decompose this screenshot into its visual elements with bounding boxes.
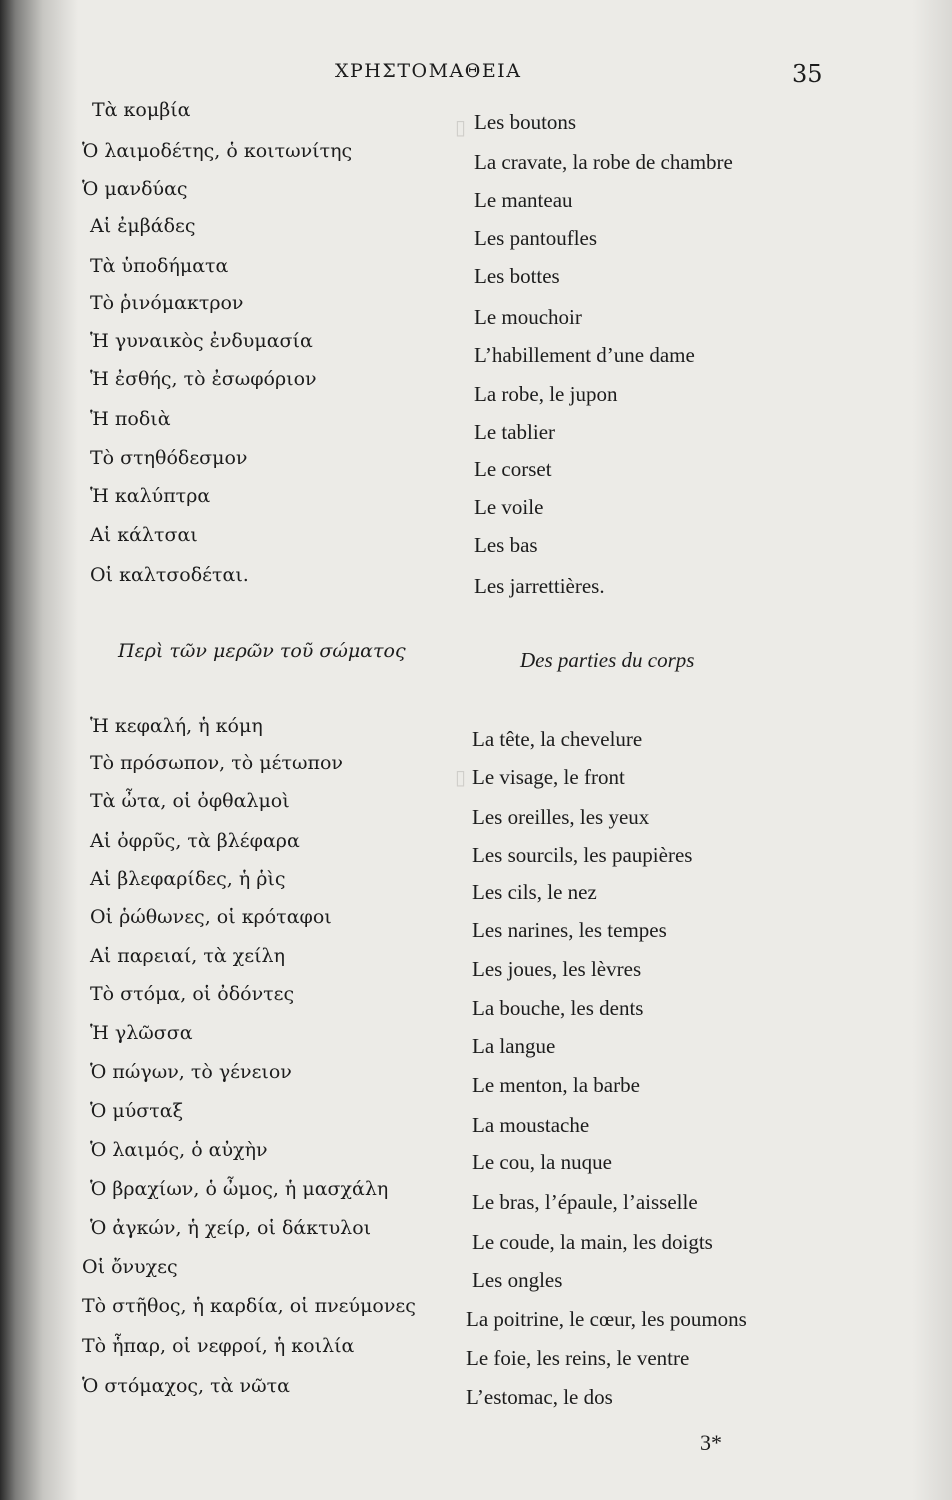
french-term: Le visage, le front <box>472 765 625 789</box>
french-term: La robe, le jupon <box>474 382 618 406</box>
greek-term: Ὁ βραχίων, ὁ ὦμος, ἡ μασχάλη <box>90 1178 389 1200</box>
french-term: Les jarrettières. <box>474 574 605 598</box>
show-through-bleed: ▯ <box>455 765 467 789</box>
french-term: Les oreilles, les yeux <box>472 805 650 829</box>
signature-mark: 3* <box>700 1430 722 1455</box>
french-term: Les bas <box>474 533 538 557</box>
greek-term: Ἡ γλῶσσα <box>90 1022 193 1044</box>
french-term: La tête, la chevelure <box>472 727 643 751</box>
greek-term: Οἱ ὄνυχες <box>82 1256 178 1278</box>
french-term: La poitrine, le cœur, les poumons <box>466 1307 747 1331</box>
french-term: Le menton, la barbe <box>472 1073 640 1097</box>
greek-term: Αἱ παρειαί, τὰ χείλη <box>90 945 285 967</box>
french-term: L’habillement d’une dame <box>474 343 695 367</box>
page-title: ΧΡΗΣΤΟΜΑΘΕΙΑ <box>335 60 522 82</box>
french-term: Le mouchoir <box>474 305 582 329</box>
greek-term: Αἱ ἐμβάδες <box>90 215 196 237</box>
french-term: L’estomac, le dos <box>466 1385 613 1409</box>
french-term: Le cou, la nuque <box>472 1150 612 1174</box>
french-term: Le tablier <box>474 420 556 444</box>
french-term: Les pantoufles <box>474 226 598 250</box>
greek-term: Οἱ ῥώθωνες, οἱ κρόταφοι <box>90 906 332 928</box>
greek-term: Τὰ ὑποδήματα <box>90 255 229 277</box>
french-term: La bouche, les dents <box>472 996 644 1020</box>
greek-term: Ὁ στόμαχος, τὰ νῶτα <box>82 1375 290 1397</box>
french-term: Le corset <box>474 457 552 481</box>
greek-term: Τὰ ὦτα, οἱ ὀφθαλμοὶ <box>90 790 290 812</box>
greek-term: Ἡ κεφαλή, ἡ κόμη <box>90 715 263 737</box>
greek-term: Τὸ στόμα, οἱ ὀδόντες <box>90 983 295 1005</box>
greek-term: Τὸ ῥινόμακτρον <box>90 292 244 314</box>
greek-term: Ἡ ποδιὰ <box>90 408 171 430</box>
french-term: La moustache <box>472 1113 590 1137</box>
french-term: Le coude, la main, les doigts <box>472 1230 713 1254</box>
greek-term: Ὁ πώγων, τὸ γένειον <box>90 1061 292 1083</box>
greek-term: Ὁ λαιμοδέτης, ὁ κοιτωνίτης <box>82 140 353 162</box>
french-term: Les sourcils, les paupières <box>472 843 693 867</box>
greek-term: Αἱ ὀφρῦς, τὰ βλέφαρα <box>90 830 300 852</box>
french-term: La langue <box>472 1034 556 1058</box>
greek-term: Ἡ γυναικὸς ἐνδυμασία <box>90 330 313 352</box>
greek-term: Ὁ μύσταξ <box>90 1100 184 1122</box>
french-term: Les cils, le nez <box>472 880 597 904</box>
page-gutter-shadow <box>0 0 78 1500</box>
french-term: La cravate, la robe de chambre <box>474 150 733 174</box>
french-term: Les boutons <box>474 110 577 134</box>
greek-term: Ὁ λαιμός, ὁ αὐχὴν <box>90 1139 268 1161</box>
french-term: Les joues, les lèvres <box>472 957 642 981</box>
greek-term: Ὁ μανδύας <box>82 178 188 200</box>
greek-term: Ἡ ἐσθής, τὸ ἐσωφόριον <box>90 368 317 390</box>
greek-term: Ἡ καλύπτρα <box>90 485 211 507</box>
greek-term: Ὁ ἀγκών, ἡ χείρ, οἱ δάκτυλοι <box>90 1217 372 1239</box>
page-edge-shade <box>912 0 952 1500</box>
greek-term: Τὸ στηθόδεσμον <box>90 447 248 469</box>
french-term: Les narines, les tempes <box>472 918 667 942</box>
french-term: Le bras, l’épaule, l’aisselle <box>472 1190 698 1214</box>
greek-term: Τὰ κομβία <box>92 99 191 121</box>
greek-term: Αἱ βλεφαρίδες, ἡ ῥὶς <box>90 868 286 890</box>
french-term: Les ongles <box>472 1268 563 1292</box>
french-term: Le voile <box>474 495 544 519</box>
greek-term: Τὸ πρόσωπον, τὸ μέτωπον <box>90 752 343 774</box>
french-term: Le foie, les reins, le ventre <box>466 1346 690 1370</box>
page-number: 35 <box>792 60 823 88</box>
show-through-bleed: ▯ <box>455 115 467 139</box>
section-heading-french: Des parties du corps <box>520 648 695 672</box>
greek-term: Τὸ ἧπαρ, οἱ νεφροί, ἡ κοιλία <box>82 1335 355 1357</box>
french-term: Le manteau <box>474 188 573 212</box>
greek-term: Οἱ καλτσοδέται. <box>90 564 249 586</box>
greek-term: Τὸ στῆθος, ἡ καρδία, οἱ πνεύμονες <box>82 1295 416 1317</box>
greek-term: Αἱ κάλτσαι <box>90 524 198 546</box>
section-heading-greek: Περὶ τῶν μερῶν τοῦ σώματος <box>118 640 406 662</box>
french-term: Les bottes <box>474 264 560 288</box>
